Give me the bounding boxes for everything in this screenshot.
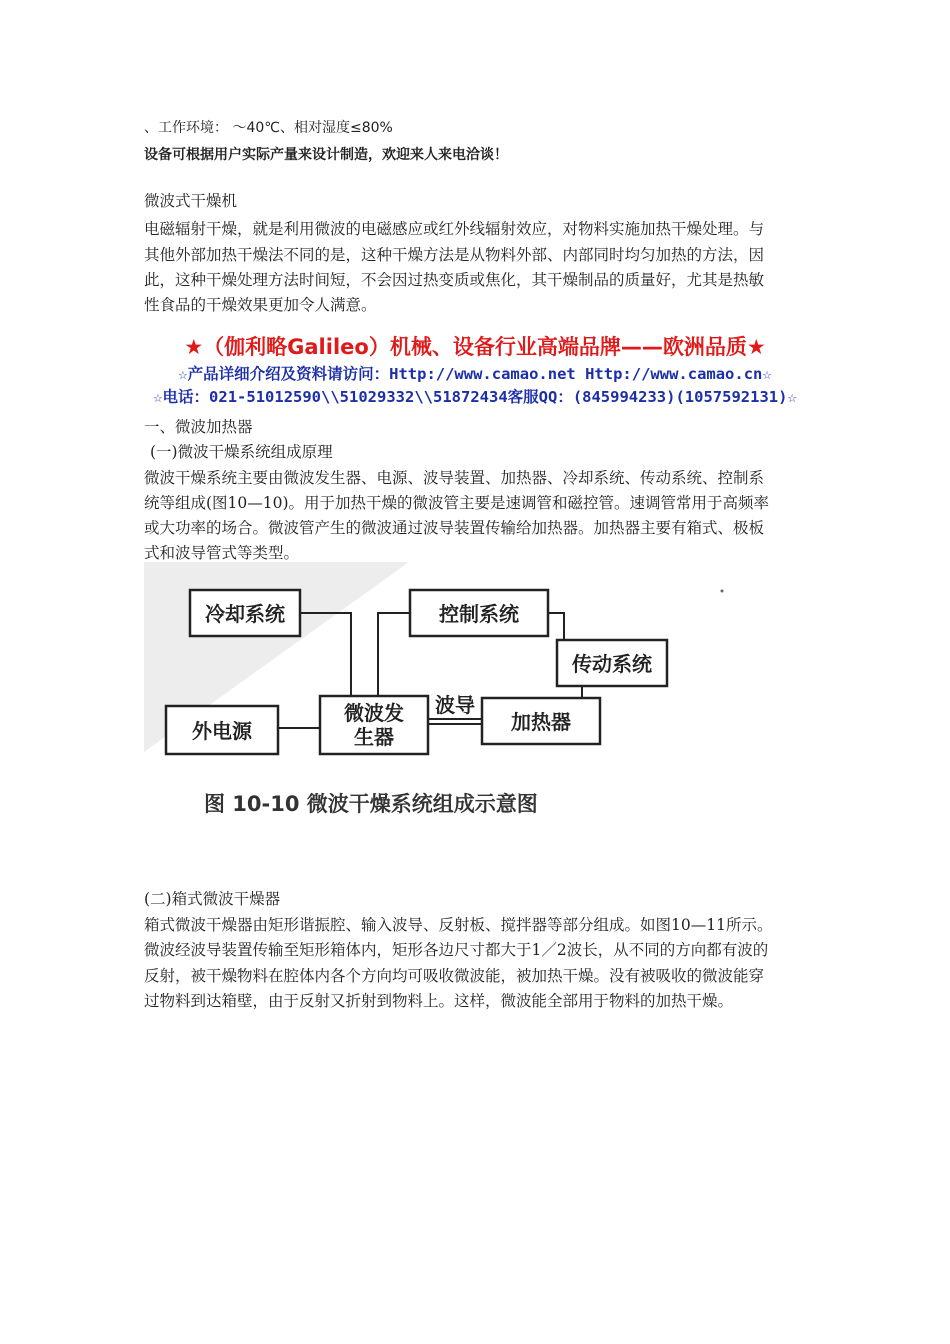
- banner-phone-line: ☆电话：021-51012590\\51029332\\51872434客服QQ：(845994233)(1057592131)☆: [153, 388, 797, 406]
- paragraph-line: 箱式微波干燥器由矩形谐振腔、输入波导、反射板、搅拌器等部分组成。如图10—11所示。: [144, 916, 773, 934]
- custom-design-line: 设备可根据用户实际产量来设计制造，欢迎来人来电洽谈！: [144, 147, 508, 163]
- paragraph-line: 微波经波导装置传输至矩形箱体内，矩形各边尺寸都大于1／2波长，从不同的方向都有波的: [144, 941, 769, 959]
- label-cooling-system: 冷却系统: [205, 602, 285, 626]
- brand-banner-title: ★（伽利略Galileo）机械、设备行业高端品牌——欧洲品质★: [184, 335, 766, 359]
- paragraph-line: 反射，被干燥物料在腔体内各个方向均可吸收微波能，被加热干燥。没有被吸收的微波能穿: [144, 967, 765, 985]
- banner-web-line: ☆产品详细介绍及资料请访问：Http://www.camao.net Http://www.camao.cn☆: [178, 365, 772, 383]
- label-external-power: 外电源: [192, 719, 252, 743]
- label-generator-line2: 生器: [354, 725, 394, 749]
- line-control-to-transmission: [548, 613, 564, 640]
- paragraph-line: 微波干燥系统主要由微波发生器、电源、波导装置、加热器、冷却系统、传动系统、控制系: [144, 469, 765, 487]
- paragraph-line: 其他外部加热干燥法不同的是，这种干燥方法是从物料外部、内部同时均匀加热的方法，因: [144, 246, 765, 264]
- system-diagram-figure: [144, 562, 764, 830]
- paragraph-line: 性食品的干燥效果更加令人满意。: [144, 296, 377, 314]
- label-heater: 加热器: [511, 710, 571, 734]
- paragraph-line: 式和波导管式等类型。: [144, 544, 300, 562]
- paragraph-line: 或大功率的场合。微波管产生的微波通过波导装置传输给加热器。加热器主要有箱式、极板: [144, 519, 765, 537]
- label-control-system: 控制系统: [439, 602, 519, 626]
- section-heading-microwave-heater: 一、微波加热器: [144, 418, 253, 436]
- paragraph-line: 电磁辐射干燥，就是利用微波的电磁感应或红外线辐射效应，对物料实施加热干燥处理。与: [144, 220, 765, 238]
- label-generator-line1: 微波发: [344, 701, 404, 725]
- work-environment-line: 、工作环境： ～40℃、相对湿度≤80%: [144, 120, 393, 136]
- line-control-to-generator: [378, 613, 410, 696]
- label-waveguide: 波导: [435, 693, 475, 717]
- section-title-microwave-dryer: 微波式干燥机: [144, 192, 238, 210]
- figure-caption: 图 10-10 微波干燥系统组成示意图: [204, 792, 538, 816]
- system-diagram: [144, 562, 764, 830]
- scan-speck: [721, 590, 724, 593]
- subheading-box-dryer: (二)箱式微波干燥器: [144, 890, 281, 908]
- paragraph-line: 过物料到达箱壁，由于反射又折射到物料上。这样，微波能全部用于物料的加热干燥。: [144, 992, 734, 1010]
- paragraph-line: 统等组成(图10—10)。用于加热干燥的微波管主要是速调管和磁控管。速调管常用于高频率: [144, 494, 770, 512]
- paragraph-line: 此，这种干燥处理方法时间短，不会因过热变质或焦化，其干燥制品的质量好，尤其是热敏: [144, 271, 765, 289]
- label-transmission-system: 传动系统: [572, 652, 652, 676]
- subheading-system-principle: (一)微波干燥系统组成原理: [150, 443, 333, 461]
